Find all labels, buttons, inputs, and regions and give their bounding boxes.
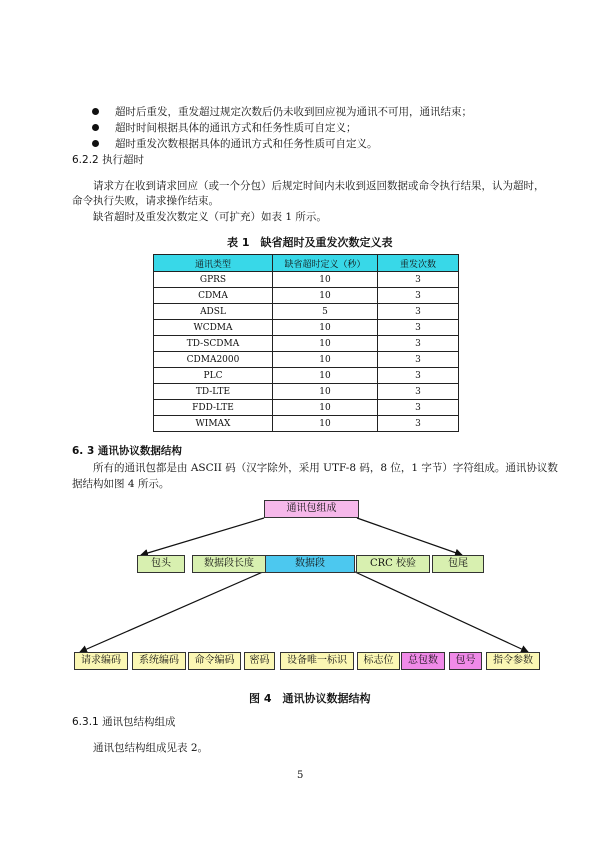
table-cell: 3	[378, 320, 459, 336]
diagram-level1-tail: 包尾	[432, 555, 484, 573]
diagram-level1-length: 数据段长度	[192, 555, 266, 573]
table-cell: 3	[378, 384, 459, 400]
diagram-field-command-code: 命令编码	[188, 652, 241, 670]
paragraph-ascii-line2: 据结构如图 4 所示。	[72, 478, 170, 490]
paragraph-table-ref: 缺省超时及重发次数定义（可扩充）如表 1 所示。	[93, 211, 327, 223]
table-cell: 3	[378, 272, 459, 288]
diagram-field-password: 密码	[244, 652, 275, 670]
table-cell: GPRS	[154, 272, 273, 288]
diagram-field-total-packets: 总包数	[401, 652, 445, 670]
table-cell: 3	[378, 288, 459, 304]
diagram-root: 通讯包组成	[264, 500, 359, 518]
paragraph-table2-ref: 通讯包结构组成见表 2。	[93, 742, 209, 754]
diagram-level1-data-segment: 数据段	[265, 555, 355, 573]
table-cell: 3	[378, 336, 459, 352]
section-heading-63: 6. 3 通讯协议数据结构	[72, 445, 182, 457]
page-number: 5	[297, 770, 304, 781]
table-cell: FDD-LTE	[154, 400, 273, 416]
connector-arrow	[141, 518, 264, 555]
table-cell: 10	[273, 288, 378, 304]
table-cell: 3	[378, 352, 459, 368]
paragraph-timeout-line2: 命令执行失败，请求操作结束。	[72, 195, 219, 207]
diagram-field-request-code: 请求编码	[74, 652, 128, 670]
section-heading-631: 6.3.1 通讯包结构组成	[72, 716, 176, 728]
diagram-field-command-params: 指令参数	[486, 652, 540, 670]
table-cell: TD-LTE	[154, 384, 273, 400]
connector-arrow	[357, 518, 462, 555]
table-cell: ADSL	[154, 304, 273, 320]
table-cell: PLC	[154, 368, 273, 384]
table-cell: 3	[378, 400, 459, 416]
table-caption: 表 1 缺省超时及重发次数定义表	[227, 236, 393, 249]
diagram-level1-crc: CRC 校验	[356, 555, 430, 573]
table-cell: 3	[378, 416, 459, 432]
diagram-field-packet-number: 包号	[449, 652, 482, 670]
table-cell: TD-SCDMA	[154, 336, 273, 352]
table-cell: 10	[273, 400, 378, 416]
table-cell: 10	[273, 352, 378, 368]
diagram-field-system-code: 系统编码	[132, 652, 186, 670]
table-header-cell: 重发次数	[378, 255, 459, 272]
diagram-field-device-id: 设备唯一标识	[280, 652, 354, 670]
section-heading-622: 6.2.2 执行超时	[72, 154, 145, 166]
table-cell: WIMAX	[154, 416, 273, 432]
diagram-level1-header: 包头	[137, 555, 185, 573]
table-cell: 3	[378, 368, 459, 384]
connector-arrow	[80, 571, 265, 652]
diagram-field-flag: 标志位	[357, 652, 400, 670]
connector-arrow	[353, 571, 528, 652]
table-cell: 3	[378, 304, 459, 320]
paragraph-ascii-line1: 所有的通讯包都是由 ASCII 码（汉字除外，采用 UTF-8 码，8 位，1 字节）字符组成。通讯协议数	[93, 462, 558, 474]
table-cell: 10	[273, 336, 378, 352]
table-cell: CDMA	[154, 288, 273, 304]
table-cell: CDMA2000	[154, 352, 273, 368]
paragraph-timeout-line1: 请求方在收到请求回应（或一个分包）后规定时间内未收到返回数据或命令执行结果，认为超时，	[93, 180, 545, 192]
table-cell: 10	[273, 416, 378, 432]
table-cell: 10	[273, 368, 378, 384]
table-cell: 10	[273, 272, 378, 288]
table-cell: 10	[273, 384, 378, 400]
table-cell: WCDMA	[154, 320, 273, 336]
table-cell: 10	[273, 320, 378, 336]
table-header-cell: 缺省超时定义（秒）	[273, 255, 378, 272]
table-cell: 5	[273, 304, 378, 320]
table-header-cell: 通讯类型	[154, 255, 273, 272]
figure-caption: 图 4 通讯协议数据结构	[249, 692, 371, 705]
